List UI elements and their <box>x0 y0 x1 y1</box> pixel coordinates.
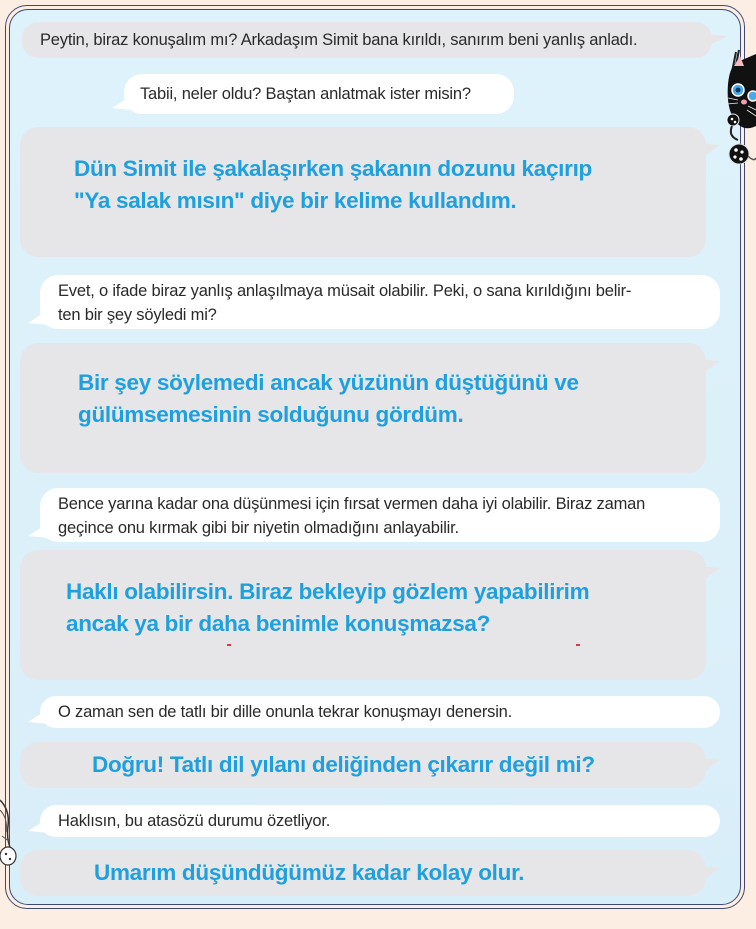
message-line: geçince onu kırmak gibi bir niyetin olmadığını anlayabilir. <box>58 519 459 537</box>
message-text: Umarım düşündüğümüz kadar kolay olur. <box>94 860 525 885</box>
chat-bubble-child <box>20 742 706 788</box>
chat-bubble-peytin <box>40 275 720 329</box>
chat-bubble-child <box>20 550 706 680</box>
dialogue-panel-frame <box>5 5 745 909</box>
message-text: Doğru! Tatlı dil yılanı deliğinden çıkarır değil mi? <box>92 752 595 777</box>
message-line: Haklı olabilirsin. Biraz bekleyip gözlem yapabilirim <box>66 579 590 604</box>
chat-bubble-child <box>22 22 712 58</box>
message-line: Evet, o ifade biraz yanlış anlaşılmaya müsait olabilir. Peki, o sana kırıldığını belir- <box>58 282 632 300</box>
message-text: Peytin, biraz konuşalım mı? Arkadaşım Simit bana kırıldı, sanırım beni yanlış anladı. <box>40 31 638 49</box>
black-cat-icon <box>722 44 756 174</box>
chat-bubble-peytin <box>40 805 720 837</box>
chat-bubble-child <box>20 850 706 896</box>
chat-bubble-child <box>20 127 706 257</box>
message-line: Bence yarına kadar ona düşünmesi için fırsat vermen daha iyi olabilir. Biraz zaman <box>58 495 646 513</box>
message-line: Dün Simit ile şakalaşırken şakanın dozunu kaçırıp <box>74 156 592 181</box>
message-line: gülümsemesinin solduğunu gördüm. <box>78 402 464 427</box>
chat-bubble-peytin <box>40 696 720 728</box>
dialogue-panel <box>9 9 741 905</box>
chat-bubble-peytin <box>40 488 720 542</box>
message-text: Haklısın, bu atasözü durumu özetliyor. <box>58 812 331 830</box>
stray-mark <box>227 644 231 646</box>
cat-tail-icon <box>0 796 22 868</box>
message-text: O zaman sen de tatlı bir dille onunla tekrar konuşmayı denersin. <box>58 703 513 721</box>
chat-bubble-peytin <box>124 74 514 114</box>
message-line: ancak ya bir daha benimle konuşmazsa? <box>66 611 491 636</box>
message-line: "Ya salak mısın" diye bir kelime kullandım. <box>74 188 517 213</box>
message-line: Bir şey söylemedi ancak yüzünün düştüğünü ve <box>78 370 579 395</box>
stray-mark <box>576 644 580 646</box>
chat-bubble-child <box>20 343 706 473</box>
message-text: Tabii, neler oldu? Baştan anlatmak ister misin? <box>140 85 471 103</box>
message-line: ten bir şey söyledi mi? <box>58 306 217 324</box>
